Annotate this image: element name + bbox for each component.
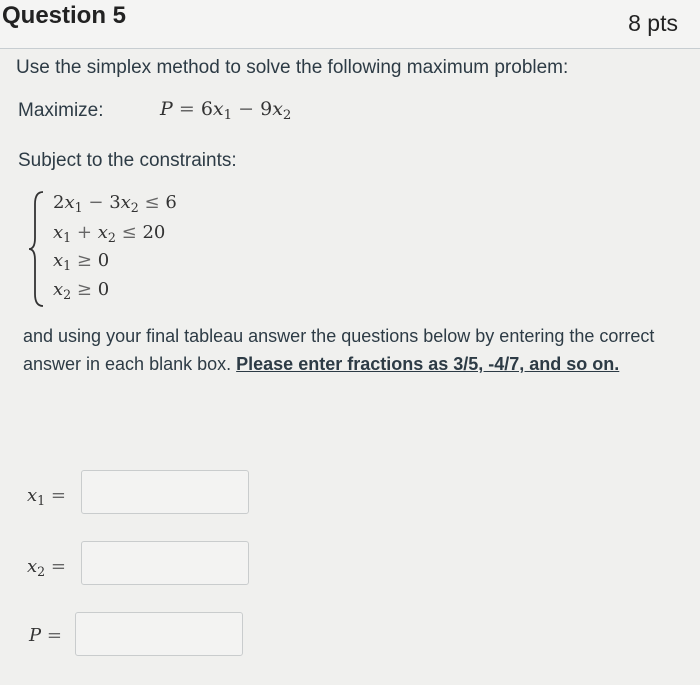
constraint-1: $2x_1 - 3x_2 \le 6$ (53, 192, 177, 215)
question-header (0, 0, 700, 49)
left-brace-icon (27, 190, 47, 308)
constraint-4: $x_2 \ge 0$ (53, 279, 110, 302)
answer-label-x2: $x_2$ = (27, 556, 66, 579)
problem-intro: Use the simplex method to solve the following maximum problem: (16, 57, 569, 78)
instructions-text: and using your final tableau answer the questions below by entering the correct answer in each blank box. (23, 326, 655, 374)
objective-op: − (238, 98, 255, 120)
instructions (23, 322, 663, 378)
subject-label: Subject to the constraints: (18, 150, 237, 171)
objective-function: $P = 6x_1 - 9x_2$ (160, 98, 292, 123)
objective-coef2: 9 (260, 98, 273, 120)
instructions-emphasis: Please enter fractions as 3/5, -4/7, and so on. (236, 354, 620, 374)
objective-coef1: 6 (200, 98, 213, 120)
objective-var2: x (272, 98, 283, 120)
answer-input-p[interactable] (75, 612, 243, 656)
question-title: Question 5 (2, 2, 127, 29)
maximize-label: Maximize: (18, 100, 104, 121)
constraint-2: $x_1 + x_2 \le 20$ (53, 222, 166, 245)
objective-lhs: P (160, 98, 173, 120)
answer-input-x2[interactable] (81, 541, 249, 585)
answer-label-p: P = (29, 625, 62, 646)
constraint-system (27, 190, 227, 308)
question-points: 8 pts (628, 10, 678, 36)
constraint-3: $x_1 \ge 0$ (53, 250, 110, 273)
answer-input-x1[interactable] (81, 470, 249, 514)
objective-var1: x (212, 98, 224, 120)
objective-sub1: 1 (223, 107, 233, 123)
objective-sub2: 2 (282, 107, 292, 123)
answer-label-x1: $x_1$ = (27, 485, 66, 508)
